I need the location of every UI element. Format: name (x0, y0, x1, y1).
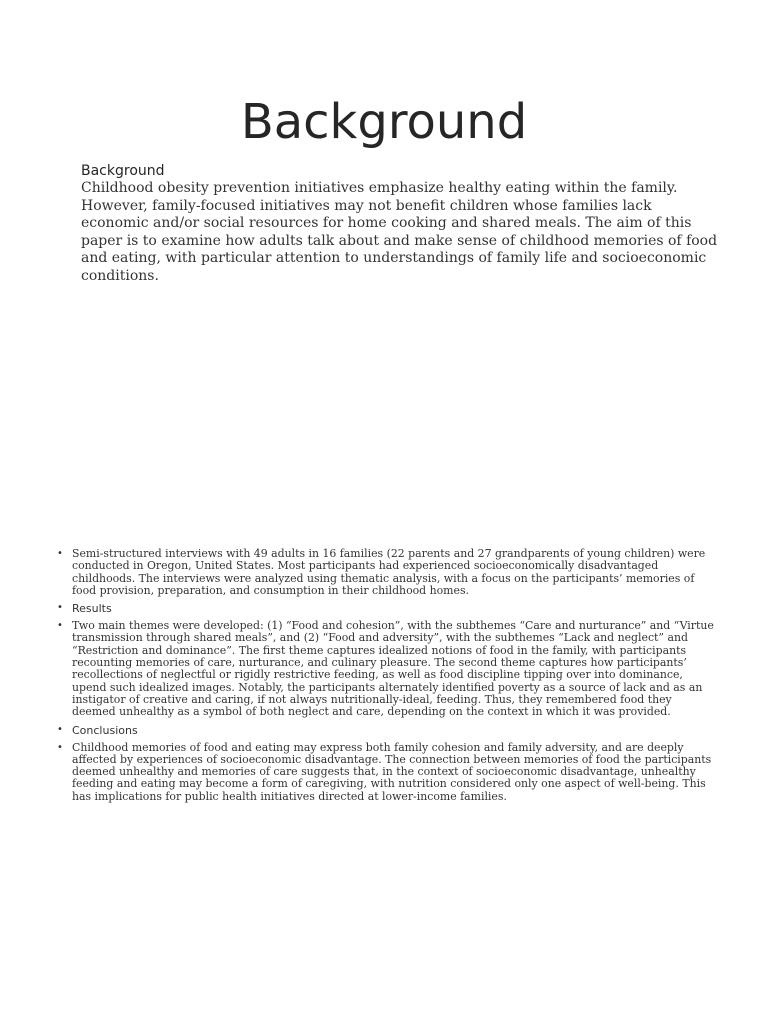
intro-section (81, 162, 721, 285)
conclusions-text: • Childhood memories of food and eating may express both family cohesion and family adversity, and are deeply affected by experiences of socioeconomic disadvantage. The connection between memories of food the participants deemed unhealthy and memories of care suggests that, in the context of socioeconomic disadvantage, unhealthy feeding and eating may become a form of caregiving, with nutrition considered only one aspect of well-being. This has implications for public health initiatives directed at lower-income families. (72, 740, 712, 803)
results-heading: • Results (72, 602, 112, 616)
intro-heading: Background (81, 163, 165, 179)
conclusions-heading: • Conclusions (72, 723, 138, 737)
bullet-item-conclusions-heading (56, 724, 716, 737)
bullet-list (56, 548, 716, 808)
methods-text: • Semi-structured interviews with 49 adults in 16 families (22 parents and 27 grandparents of young children) were conducted in Oregon, United States. Most participants had experienced socioeconomically disadvantaged childhoods. The interviews were analyzed using thematic analysis, with a focus on the participants’ memories of food provision, preparation, and consumption in their childhood homes. (72, 547, 706, 597)
page-title: Background (240, 94, 528, 150)
intro-paragraph: Childhood obesity prevention initiatives emphasize healthy eating within the family. However, family-focused initiatives may not benefit children whose families lack economic and/or social resources for home cooking and shared meals. The aim of this paper is to examine how adults talk about and make sense of childhood memories of food and eating, with particular attention to understandings of family life and socioeconomic conditions. (81, 180, 718, 284)
bullet-item-conclusions (56, 742, 716, 803)
bullet-item-results (56, 620, 716, 718)
bullet-item-results-heading (56, 602, 716, 615)
bullet-item-methods (56, 548, 716, 597)
results-text: • Two main themes were developed: (1) “Food and cohesion”, with the subthemes “Care and nurturance” and “Virtue transmission through shared meals”, and (2) “Food and adversity”, with the subthemes “Lack and neglect” and “Restriction and dominance”. The first theme captures idealized notions of food in the family, with participants recounting memories of care, nurturance, and culinary pleasure. The second theme captures how participants’ recollections of neglectful or rigidly restrictive feeding, as well as food discipline tipping over into dominance, upend such idealized images. Notably, the participants alternately identified poverty as a source of lack and as an instigator of creative and caring, if not always nutritionally-ideal, feeding. Thus, they remembered food they deemed unhealthy as a symbol of both neglect and care, depending on the context in which it was provided. (72, 619, 714, 719)
